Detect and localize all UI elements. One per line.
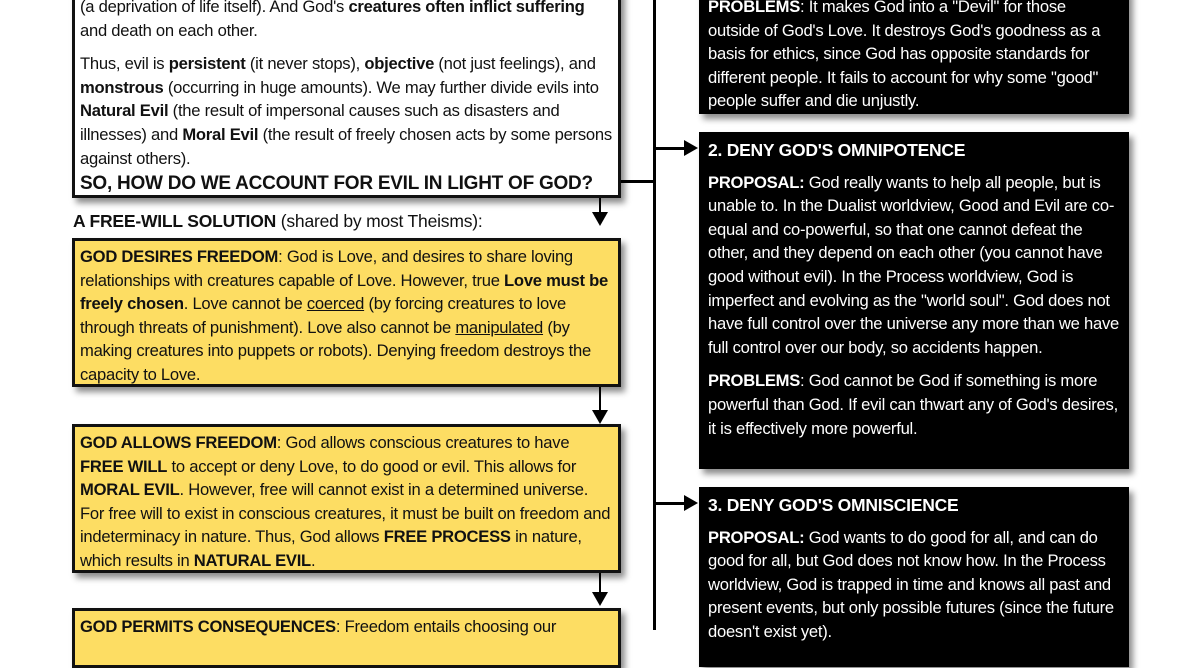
arrow-down-icon <box>592 592 608 606</box>
bold-text: FREE WILL <box>80 456 168 476</box>
body-text: Thus, evil is <box>80 54 169 74</box>
bold-text: GOD PERMITS CONSEQUENCES <box>80 617 336 636</box>
bold-text: PROPOSAL: <box>708 172 805 192</box>
arrow-down-icon <box>592 212 608 226</box>
body-text: . <box>310 550 316 570</box>
intro-box <box>72 0 621 198</box>
body-text: (by forcing creatures to love through threats of punishment). Love also cannot be <box>80 294 566 337</box>
bold-text: Moral Evil <box>182 124 259 144</box>
connector-line <box>599 386 601 412</box>
body-text: : It makes God into a "Devil" for those outside of God's Love. It destroys God's goodness as a basis for ethics, since God has opposite standards for different people. It fails to account for why some "good" people suffer and die unjustly. <box>708 0 1101 111</box>
connector-line <box>599 572 601 594</box>
box-paragraph <box>708 526 1120 644</box>
arrow-right-icon <box>684 140 698 156</box>
body-text: and death on each other. <box>80 20 258 40</box>
box-heading: 2. DENY GOD'S OMNIPOTENCE <box>708 140 966 160</box>
body-text: (the result of impersonal causes such as disasters and illnesses) and <box>80 101 560 144</box>
deny-goodness-box <box>699 0 1129 114</box>
god-permits-consequences-box <box>72 608 621 668</box>
bold-text: GOD ALLOWS FREEDOM <box>80 433 277 452</box>
body-text: in nature, which results in <box>80 527 582 570</box>
bold-text: creatures often inflict suffering <box>348 0 585 16</box>
solution-label-rest: (shared by most Theisms): <box>276 211 483 231</box>
bold-text: monstrous <box>80 77 164 97</box>
bold-text: PROBLEMS <box>708 371 801 391</box>
bold-text: Natural Evil <box>80 101 169 121</box>
connector-line <box>618 180 656 183</box>
box-heading: 3. DENY GOD'S OMNISCIENCE <box>708 495 959 515</box>
connector-line <box>655 147 685 150</box>
bold-text: PROPOSAL: <box>708 527 805 547</box>
deny-omniscience-box <box>699 487 1129 667</box>
body-text: : God allows conscious creatures to have <box>276 433 570 452</box>
body-text: God really wants to help all people, but is unable to. In the Dualist worldview, Good and Evil are co-equal and co-powerful, so that one cannot defeat the other, and they depend on each other (you cannot have good without evil). In the Process worldview, God is imperfect and evolving as the "world soul". God does not have full control over the universe any more than we have full control over our body, so accidents happen. <box>708 172 1119 357</box>
box-text <box>80 431 613 573</box>
intro-paragraph <box>80 0 613 42</box>
box-paragraph <box>708 171 1120 360</box>
body-text: (a deprivation of life itself). And God's <box>80 0 349 16</box>
box-paragraph <box>708 369 1120 440</box>
body-text: (not just feelings), and <box>434 54 596 74</box>
bold-text: PROBLEMS <box>708 0 801 16</box>
bold-text: GOD DESIRES FREEDOM <box>80 247 279 266</box>
trunk-line <box>653 0 656 630</box>
body-text: God wants to do good for all, and can do good for all, but God does not know how. In the Process worldview, God is trapped in time and knows all past and present events, but only possible futures (since the future doesn't exist yet). <box>708 527 1114 641</box>
body-text: (the result of freely chosen acts by some persons against others). <box>80 124 612 168</box>
body-text: to accept or deny Love, to do good or evil. This allows for <box>167 456 577 476</box>
underlined-text: manipulated <box>455 317 544 337</box>
central-question: SO, HOW DO WE ACCOUNT FOR EVIL IN LIGHT OF GOD? <box>80 173 593 195</box>
bold-text: MORAL EVIL <box>80 480 180 500</box>
bold-text: Love must be freely chosen <box>80 270 609 314</box>
arrow-down-icon <box>592 410 608 424</box>
body-text: . Love cannot be <box>183 294 307 314</box>
body-text: (occurring in huge amounts). We may further divide evils into <box>163 77 599 97</box>
deny-omnipotence-box <box>699 132 1129 469</box>
intro-paragraph <box>80 52 613 170</box>
box-text <box>80 615 613 639</box>
god-desires-freedom-box <box>72 238 621 387</box>
bold-text: FREE PROCESS <box>383 527 511 547</box>
underlined-text: coerced <box>306 294 365 314</box>
box-text <box>80 245 613 387</box>
body-text: : God is Love, and desires to share loving relationships with creatures capable of Love. However, true <box>80 247 573 290</box>
body-text: : Freedom entails choosing our <box>335 617 557 636</box>
god-allows-freedom-box <box>72 424 621 573</box>
box-paragraph <box>708 0 1120 113</box>
bold-text: persistent <box>168 54 246 74</box>
connector-line <box>655 502 685 505</box>
body-text: : God cannot be God if something is more powerful than God. If evil can thwart any of God's desires, it is effectively more powerful. <box>708 371 1118 438</box>
body-text: (it never stops), <box>245 54 365 74</box>
solution-label <box>73 211 483 232</box>
bold-text: objective <box>364 54 435 74</box>
arrow-right-icon <box>684 495 698 511</box>
body-text: (by making creatures into puppets or robots). Denying freedom destroys the capacity to Love. <box>80 317 592 384</box>
body-text: . However, free will cannot exist in a determined universe. For free will to exist in conscious creatures, it must be built on freedom and indeterminacy in nature. Thus, God allows <box>80 480 611 547</box>
solution-label-bold: A FREE-WILL SOLUTION <box>73 211 277 231</box>
bold-text: NATURAL EVIL <box>193 550 311 570</box>
